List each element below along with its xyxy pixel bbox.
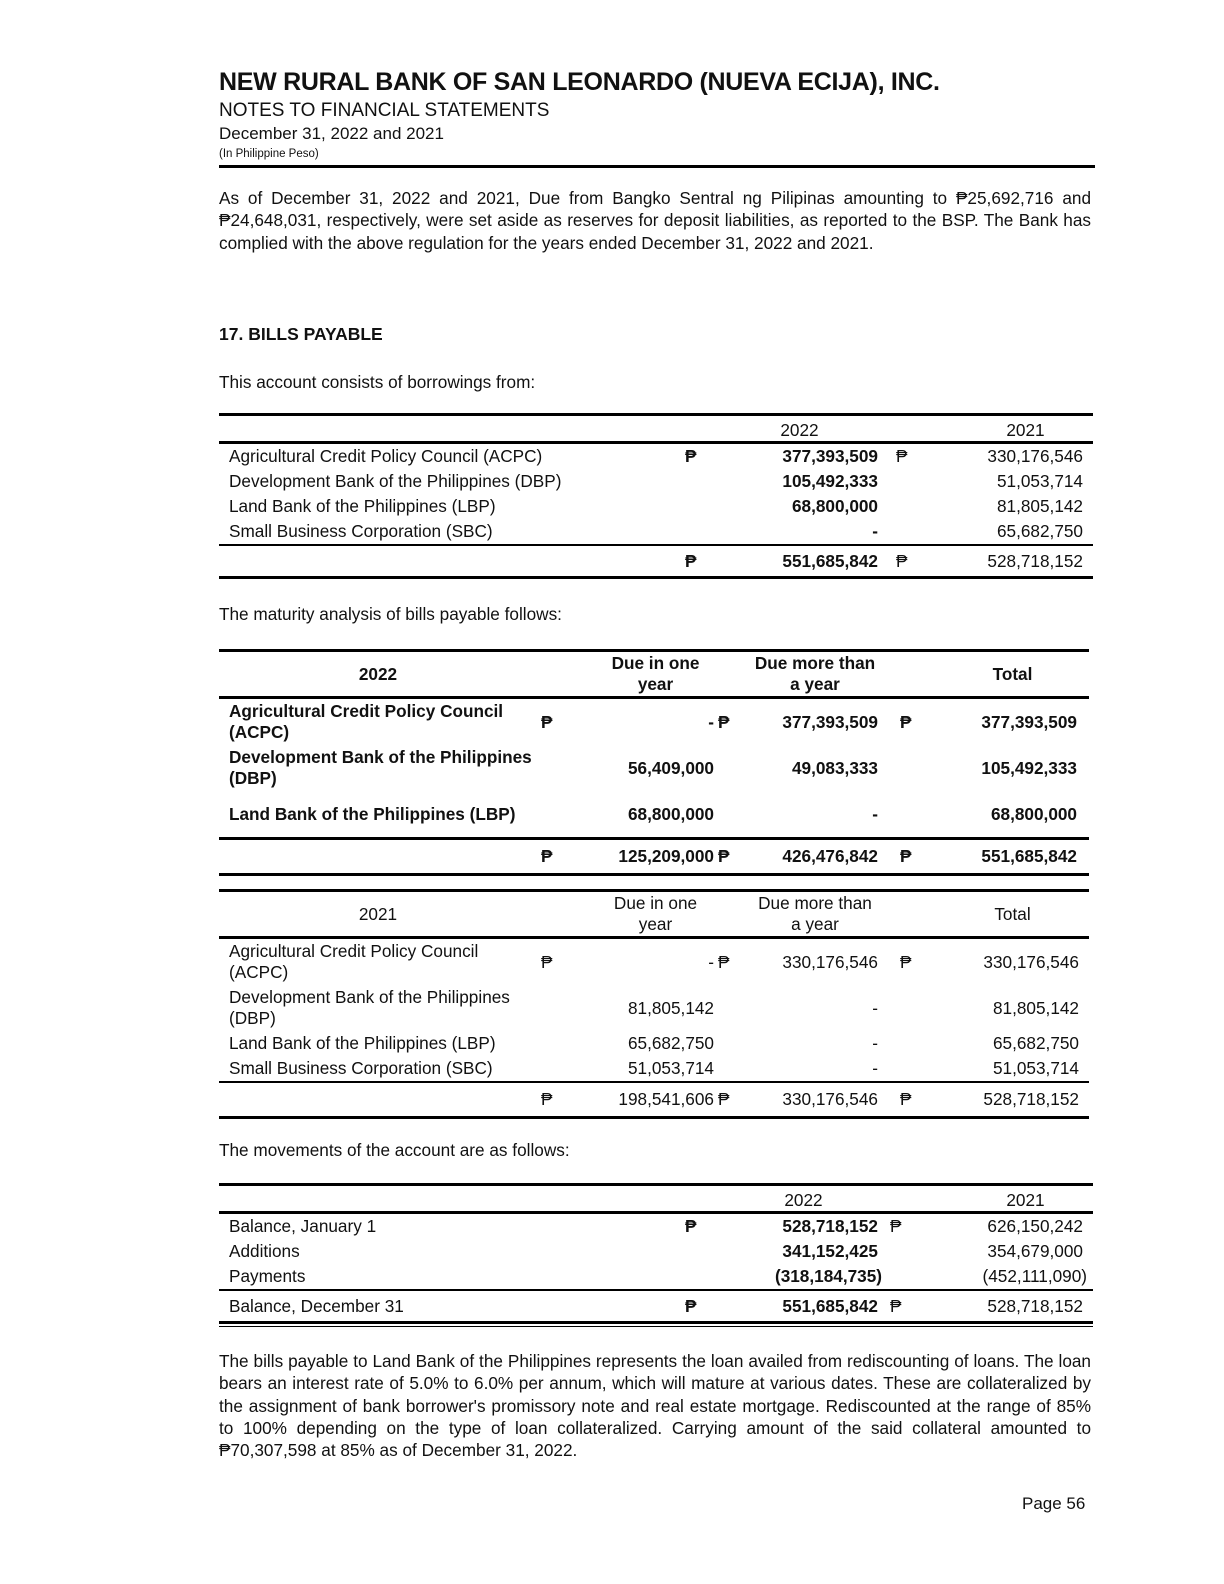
table-row: Land Bank of the Philippines (LBP) 65,682,750 - 65,682,750	[229, 1033, 1079, 1053]
movements-table	[219, 1183, 1093, 1324]
table-header-row	[219, 415, 1093, 443]
table-row: Land Bank of the Philippines (LBP) 68,800,000 - 68,800,000	[229, 803, 1077, 824]
document-subtitle: NOTES TO FINANCIAL STATEMENTS	[219, 100, 550, 121]
reserves-paragraph: As of December 31, 2022 and 2021, Due from Bangko Sentral ng Pilipinas amounting to ₱25,692,716 and ₱24,648,031, respectively, were set aside as reserves for deposit liabilities, as reported to the BSP. The Bank has complied with the above regulation for the years ended December 31, 2022 and 2021.	[219, 188, 1091, 253]
section-title: 17. BILLS PAYABLE	[219, 324, 383, 344]
header-divider	[219, 165, 1095, 168]
table-row: Small Business Corporation (SBC) 51,053,714 - 51,053,714	[229, 1058, 1079, 1078]
table-row: Balance, January 1 ₱ 528,718,152 ₱ 626,150,242	[229, 1216, 1083, 1236]
table-double-underline	[219, 1326, 1093, 1327]
peso-sign: ₱	[685, 446, 697, 466]
table-row: Agricultural Credit Policy Council (ACPC) ₱ - ₱ 377,393,509 ₱ 377,393,509	[229, 701, 1077, 742]
table-header-row: 2022 Due in one year Due more than a year Total	[219, 651, 1089, 698]
table-row: Land Bank of the Philippines (LBP) 68,800,000 81,805,142	[229, 496, 1083, 516]
table-row: Payments (318,184,735) (452,111,090)	[229, 1266, 1087, 1286]
table-total-row: ₱ 198,541,606 ₱ 330,176,546 ₱ 528,718,152	[219, 1082, 1089, 1118]
table-row: Agricultural Credit Policy Council (ACPC) ₱ 377,393,509 ₱ 330,176,546	[219, 443, 1093, 470]
table-total-row: ₱ 551,685,842 ₱ 528,718,152	[219, 545, 1093, 578]
maturity-2021-table	[219, 889, 1089, 1119]
maturity-2022-table	[219, 649, 1089, 876]
borrowings-table	[219, 413, 1093, 579]
table-header-row: 2021 Due in one year Due more than a year Total	[219, 891, 1089, 938]
currency-unit: (In Philippine Peso)	[219, 148, 319, 160]
peso-sign: ₱	[896, 446, 908, 466]
lbp-collateral-paragraph: The bills payable to Land Bank of the Philippines represents the loan availed from rediscounting of loans. The loan bears an interest rate of 5.0% to 6.0% per annum, which will mature at various dates. These are collateralized by the assignment of bank borrower's promissory note and real estate mortgage. Rediscounted at the range of 85% to 100% depending on the type of loan collateralized. Carrying amount of the said collateral amounted to ₱70,307,598 at 85% as of December 31, 2022.	[219, 1351, 1091, 1461]
borrowings-intro: This account consists of borrowings from:	[219, 372, 536, 392]
company-name: NEW RURAL BANK OF SAN LEONARDO (NUEVA ECIJA), INC.	[219, 68, 940, 96]
page-number: Page 56	[1022, 1494, 1086, 1513]
table-total-row: Balance, December 31 ₱ 551,685,842 ₱ 528,718,152	[219, 1290, 1093, 1323]
table-row: Agricultural Credit Policy Council (ACPC) ₱ - ₱ 330,176,546 ₱ 330,176,546	[229, 941, 1079, 982]
table-row: Small Business Corporation (SBC) - 65,682,750	[229, 521, 1083, 541]
table-row: Development Bank of the Philippines (DBP) 81,805,142 - 81,805,142	[229, 987, 1079, 1028]
table-row: Development Bank of the Philippines (DBP) 105,492,333 51,053,714	[229, 471, 1083, 491]
table-row: Development Bank of the Philippines (DBP) 56,409,000 49,083,333 105,492,333	[229, 747, 1077, 788]
maturity-intro: The maturity analysis of bills payable follows:	[219, 604, 562, 624]
movements-intro: The movements of the account are as follows:	[219, 1140, 570, 1160]
report-date: December 31, 2022 and 2021	[219, 124, 444, 143]
table-header-row: 2022 2021	[219, 1185, 1093, 1213]
table-total-row: ₱ 125,209,000 ₱ 426,476,842 ₱ 551,685,842	[219, 839, 1089, 875]
column-header-2021: 2021	[918, 415, 1093, 443]
table-row: Additions 341,152,425 354,679,000	[229, 1241, 1083, 1261]
column-header-2022: 2022	[721, 415, 878, 443]
